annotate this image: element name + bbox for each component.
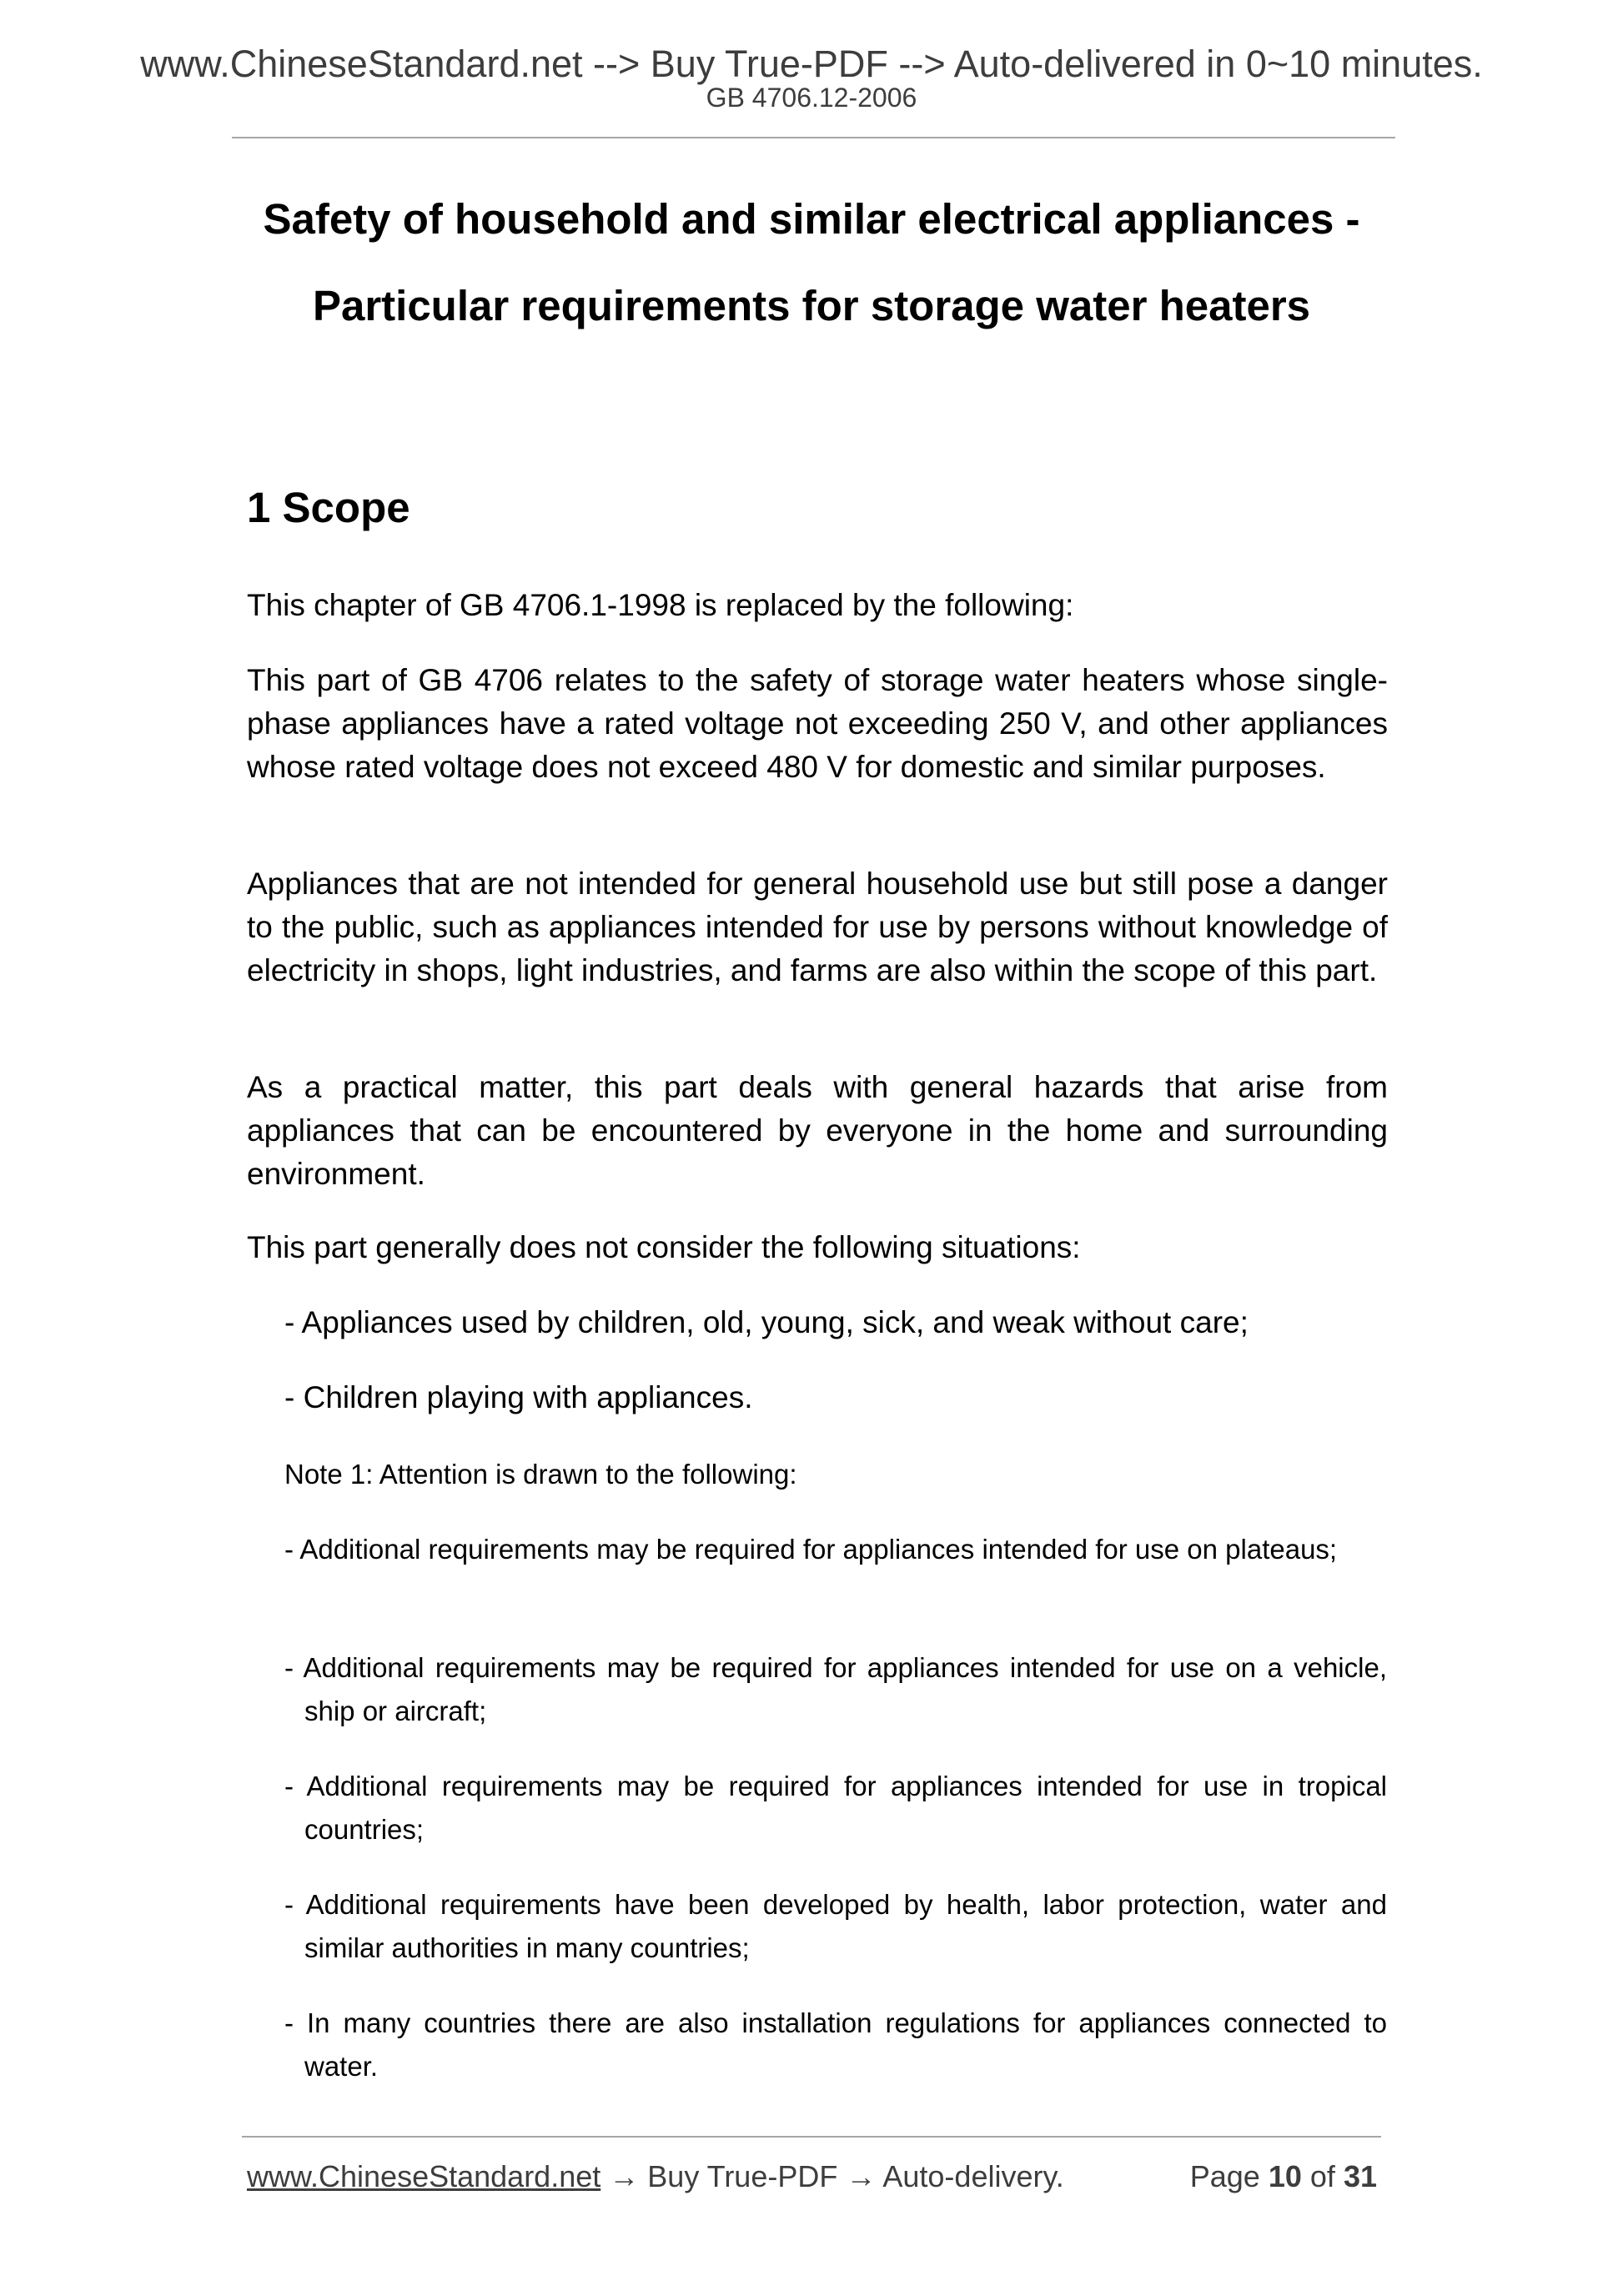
website-link[interactable]: www.ChineseStandard.net	[247, 2159, 601, 2193]
auto-delivery-text: Auto-delivery.	[882, 2159, 1064, 2193]
footer-divider	[242, 2136, 1381, 2138]
paragraph-exclusions-intro: This part generally does not consider the following situations:	[247, 1230, 1081, 1264]
note-item: - Additional requirements may be required for appliances intended for use in tropical countries;	[284, 1771, 1387, 1845]
of-label: of	[1309, 2159, 1335, 2193]
note-title: Note 1: Attention is drawn to the following:	[284, 1459, 797, 1490]
paragraph-scope: This part of GB 4706 relates to the safety of storage water heaters whose single-phase appliances have a rated voltage not exceeding 250 V, and other appliances whose rated voltage does not exceed 480 V for domestic and similar purposes.	[247, 663, 1388, 784]
footer-promo	[247, 2158, 1064, 2194]
document-title-line-1: Safety of household and similar electrical appliances -	[263, 195, 1360, 243]
note-item: - Additional requirements may be required for appliances intended for use on a vehicle, ship or aircraft;	[284, 1652, 1387, 1726]
page-number: 10	[1268, 2159, 1302, 2193]
document-title-line-2: Particular requirements for storage water heaters	[312, 282, 1311, 329]
list-item: - Children playing with appliances.	[284, 1380, 753, 1414]
note-item: - Additional requirements have been developed by health, labor protection, water and similar authorities in many countries;	[284, 1889, 1387, 1963]
paragraph-replacement: This chapter of GB 4706.1-1998 is replaced by the following:	[247, 588, 1074, 622]
note-item: - In many countries there are also installation regulations for appliances connected to water.	[284, 2007, 1387, 2082]
paragraph-public-use: Appliances that are not intended for general household use but still pose a danger to the public, such as appliances intended for use by persons without knowledge of electricity in shops, light industries, and farms are also within the scope of this part.	[247, 867, 1388, 987]
arrow-right-icon: →	[609, 2159, 640, 2193]
site-banner: www.ChineseStandard.net --> Buy True-PDF --> Auto-delivered in 0~10 minutes.	[140, 43, 1483, 85]
standard-code: GB 4706.12-2006	[706, 83, 917, 113]
section-heading: 1 Scope	[247, 484, 410, 531]
page-label: Page	[1189, 2159, 1260, 2193]
note-item: - Additional requirements may be required for appliances intended for use on plateaus;	[284, 1534, 1338, 1565]
arrow-right-icon: →	[846, 2159, 877, 2193]
buy-pdf-text: Buy True-PDF	[647, 2159, 838, 2193]
total-pages: 31	[1343, 2159, 1377, 2193]
header-divider	[232, 137, 1395, 138]
paragraph-hazards: As a practical matter, this part deals with general hazards that arise from appliances that can be encountered by everyone in the home and surrounding environment.	[247, 1070, 1388, 1191]
page-indicator	[1190, 2158, 1377, 2194]
list-item: - Appliances used by children, old, young, sick, and weak without care;	[284, 1305, 1249, 1339]
